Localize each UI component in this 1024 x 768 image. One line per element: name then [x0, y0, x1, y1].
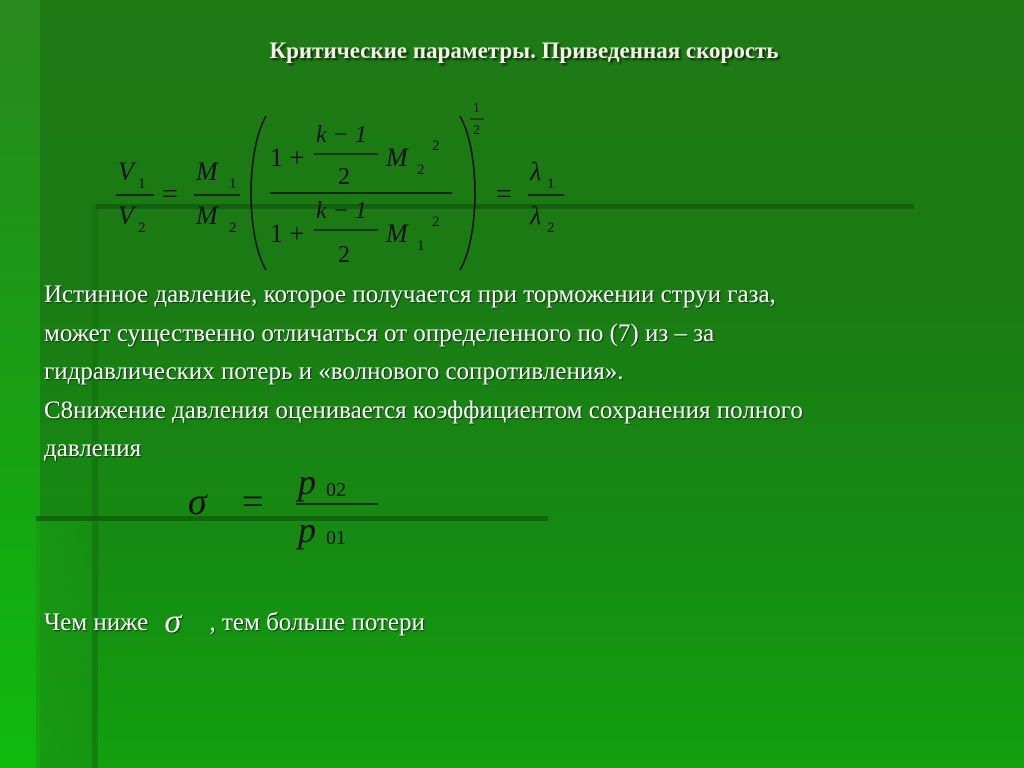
formula-m2-sub: 2 — [229, 220, 237, 236]
formula-den-one-plus: 1 + — [270, 219, 305, 248]
formula-den-m-sq: 2 — [432, 214, 440, 230]
decor-lower-stripe — [36, 520, 96, 768]
formula-lambda2-sub: 2 — [547, 220, 555, 236]
formula-v1: V — [118, 157, 134, 186]
formula-v2-sub: 2 — [138, 220, 146, 236]
formula2-num-p: p — [298, 466, 316, 502]
formula2-sigma: σ — [188, 481, 207, 523]
formula-paren-right — [460, 116, 475, 270]
formula-lambda1-sub: 1 — [547, 176, 555, 192]
formula-den-two: 2 — [338, 242, 350, 268]
conclusion-line — [44, 603, 425, 641]
paragraph-line-3: гидравлических потерь и «волнового сопротивления». — [44, 358, 624, 385]
formula-num-two: 2 — [338, 164, 350, 190]
formula2-den-sub: 01 — [326, 527, 346, 549]
formula-num-m-sub: 2 — [417, 162, 425, 178]
formula-m1: M — [196, 157, 218, 186]
formula-equals-1: = — [162, 179, 178, 210]
conclusion-before: Чем ниже — [44, 609, 149, 636]
formula-v2: V — [118, 201, 134, 230]
paragraph-line-1: Истинное давление, которое получается при торможении струи газа, — [44, 281, 776, 308]
conclusion-sigma: σ — [164, 603, 182, 640]
formula2-num-sub: 02 — [326, 479, 346, 501]
formula-den-k-minus-1: k − 1 — [316, 198, 367, 224]
decor-left-stripe — [0, 0, 40, 768]
formula-v1-sub: 1 — [138, 176, 146, 192]
formula-lambda2: λ — [530, 201, 542, 230]
paragraph-line-5: давления — [44, 435, 142, 462]
formula-exp-num: 1 — [473, 101, 480, 116]
formula-equals-2: = — [496, 179, 512, 210]
formula-paren-left — [251, 116, 266, 270]
formula-den-m-sub: 1 — [417, 238, 425, 254]
paragraph-line-2: может существенно отличаться от определенного по (7) из – за — [44, 319, 715, 347]
velocity-ratio-formula — [110, 96, 580, 276]
formula2-equals: = — [242, 481, 264, 523]
formula-num-m: M — [386, 143, 408, 172]
formula-den-m: M — [386, 219, 408, 248]
slide-title: Критические параметры. Приведенная скорость — [269, 38, 779, 63]
pressure-recovery-formula — [186, 466, 386, 556]
formula-num-k-minus-1: k − 1 — [316, 122, 367, 148]
formula-exp-den: 2 — [473, 123, 480, 138]
formula-lambda1: λ — [530, 157, 542, 186]
formula-m2: M — [196, 201, 218, 230]
formula-m1-sub: 1 — [229, 176, 237, 192]
conclusion-after: , тем больше потери — [209, 609, 425, 636]
formula-num-one-plus: 1 + — [270, 143, 305, 172]
formula2-den-p: p — [298, 510, 316, 550]
formula-num-m-sq: 2 — [432, 138, 440, 154]
paragraph-line-4: С8нижение давления оценивается коэффициентом сохранения полного — [44, 396, 803, 424]
body-paragraph — [44, 276, 924, 469]
